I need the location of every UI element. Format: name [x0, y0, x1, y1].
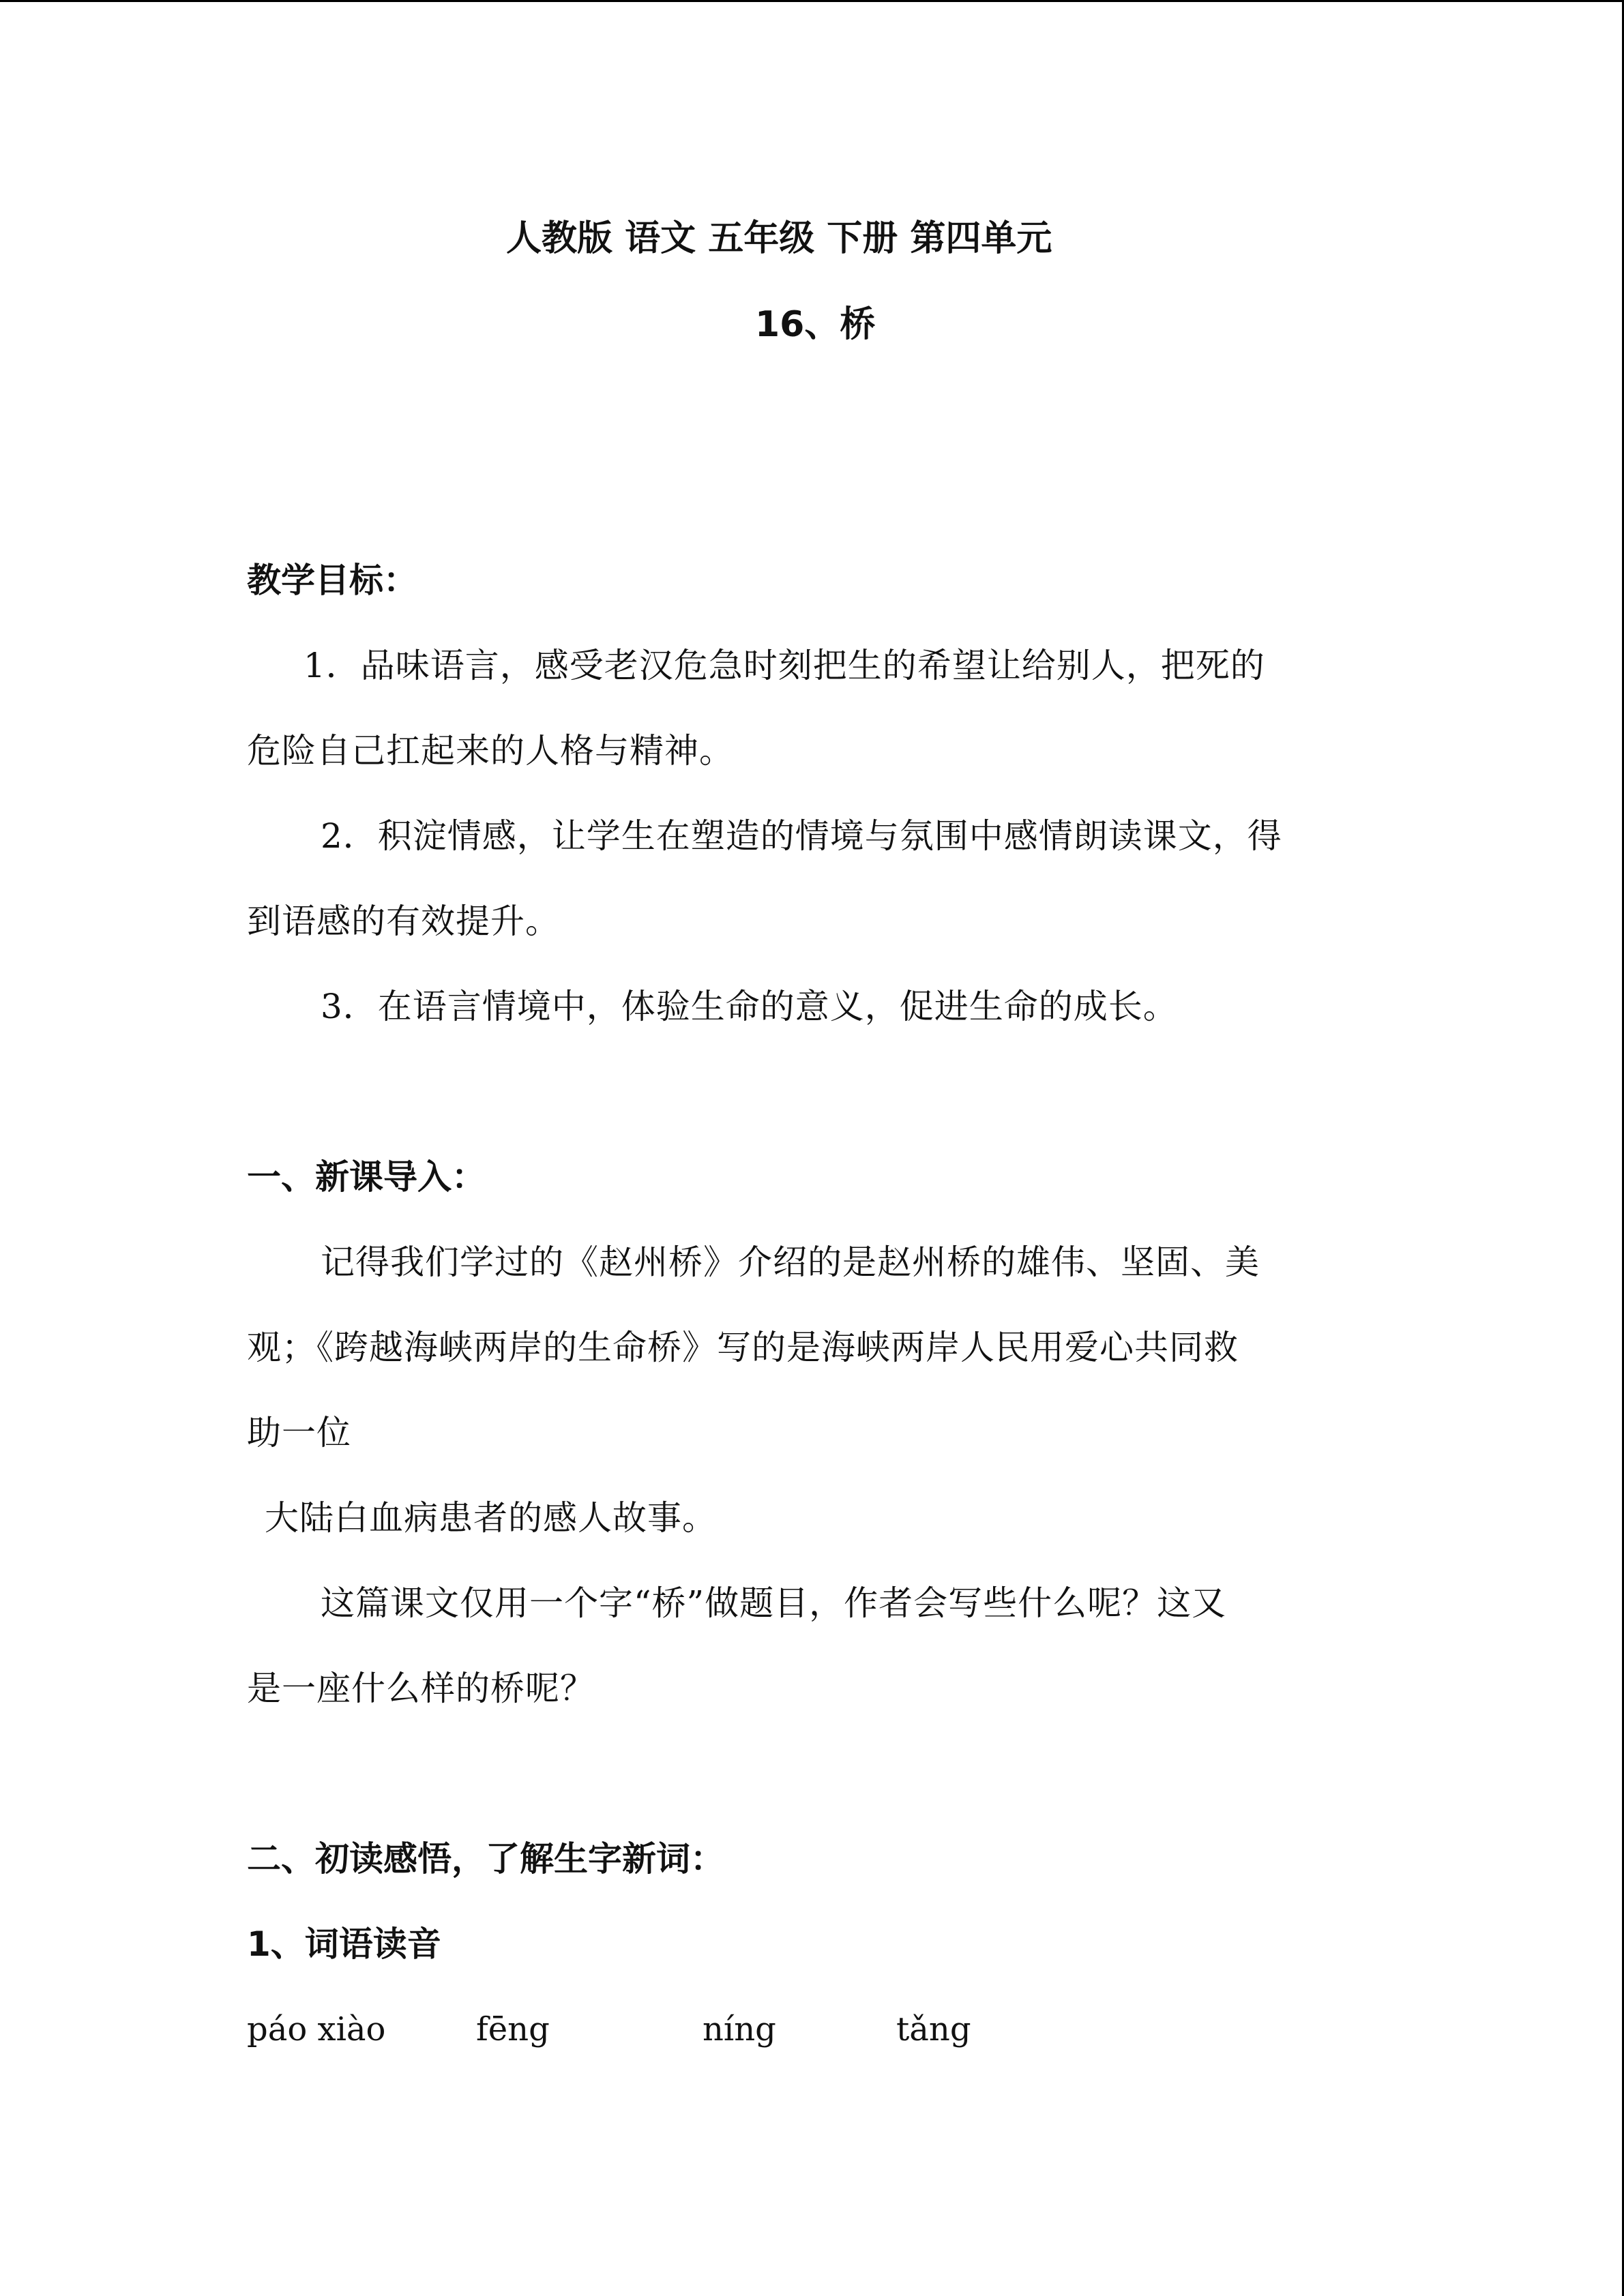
objective-2-line2: 到语感的有效提升。 [247, 901, 560, 941]
section2-heading: 二、初读感悟，了解生字新词： [247, 1839, 724, 1879]
objective-2-line1: 2．积淀情感，让学生在塑造的情境与氛围中感情朗读课文，得 [321, 816, 1282, 856]
section1-para1-line4: 大陆白血病患者的感人故事。 [265, 1498, 717, 1538]
objectives-heading: 教学目标： [247, 561, 417, 600]
page-title: 人教版 语文 五年级 下册 第四单元 [506, 218, 1052, 259]
lesson-title: 16、桥 [755, 304, 876, 345]
section2-sub1: 1、词语读音 [247, 1924, 441, 1964]
section1-para2-line2: 是一座什么样的桥呢？ [247, 1669, 595, 1708]
section1-para1-line3: 助一位 [247, 1413, 351, 1452]
section1-para1-line2: 观；《跨越海峡两岸的生命桥》写的是海峡两岸人民用爱心共同救 [247, 1328, 1239, 1367]
section1-para2-line1: 这篇课文仅用一个字“桥”做题目，作者会写些什么呢？这又 [321, 1583, 1227, 1623]
pinyin-2: fēng [476, 2010, 550, 2048]
pinyin-4: tǎng [896, 2010, 971, 2048]
pinyin-3: níng [703, 2010, 776, 2048]
objective-1-line1: 1．品味语言，感受老汉危急时刻把生的希望让给别人，把死的 [304, 646, 1265, 685]
section1-para1-line1: 记得我们学过的《赵州桥》介绍的是赵州桥的雄伟、坚固、美 [321, 1242, 1260, 1282]
objective-3: 3．在语言情境中，体验生命的意义，促进生命的成长。 [321, 987, 1178, 1026]
objective-1-line2: 危险自己扛起来的人格与精神。 [247, 731, 734, 771]
pinyin-1: páo xiào [247, 2010, 386, 2048]
section1-heading: 一、新课导入： [247, 1157, 486, 1197]
